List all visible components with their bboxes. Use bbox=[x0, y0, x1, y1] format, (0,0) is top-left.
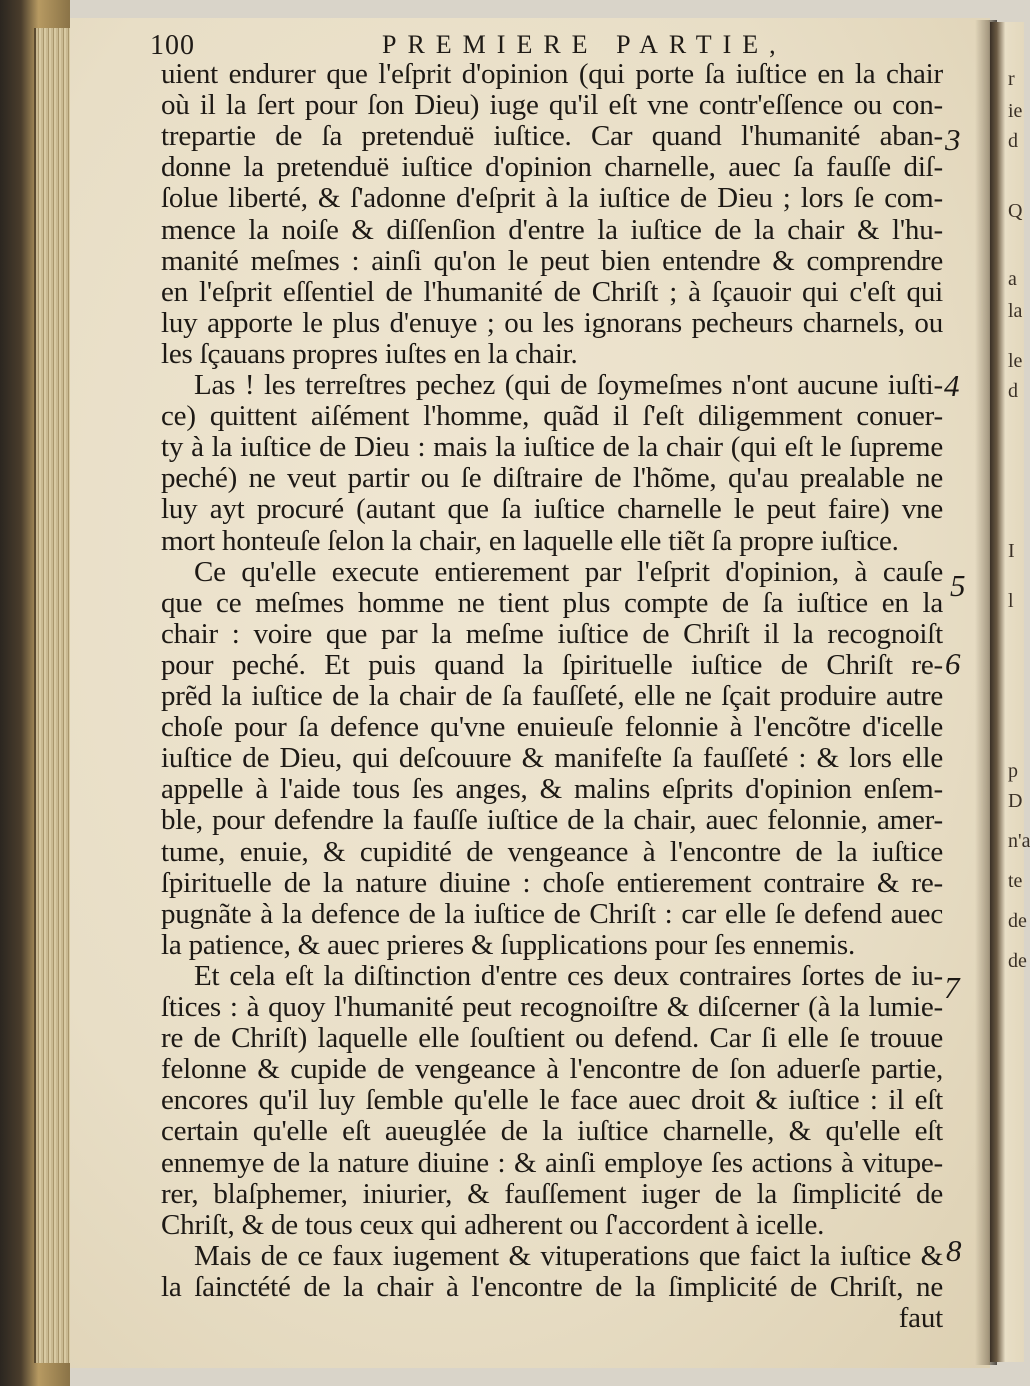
text-line: rer, blaſphemer, iniurier, & fauſſement iuger de la ſimplicité de bbox=[161, 1177, 943, 1210]
facing-page-fragment: a bbox=[1008, 268, 1017, 290]
text-line: que ce meſmes homme ne tient plus compte de ſa iuſtice en la bbox=[161, 586, 943, 619]
text-line: ſolue liberté, & ſ'adonne d'eſprit à la iuſtice de Dieu ; lors ſe com- bbox=[161, 182, 943, 215]
text-line: appelle à l'aide tous ſes anges, & malins eſprits d'opinion enſem- bbox=[161, 773, 943, 806]
text-line: chair : voire que par la meſme iuſtice de Chriſt il la recognoiſt bbox=[161, 617, 943, 650]
facing-page-edge bbox=[990, 22, 1024, 1362]
text-line: ble, pour defendre la fauſſe iuſtice de la chair, auec felonnie, amer- bbox=[161, 804, 943, 837]
facing-page-fragment: Q bbox=[1008, 200, 1023, 222]
text-line: iuſtice de Dieu, qui deſcouure & manifeſte ſa fauſſeté : & lors elle bbox=[161, 742, 943, 775]
text-line: luy apporte le plus d'enuye ; ou les ignorans pecheurs charnels, ou bbox=[161, 306, 943, 339]
text-line: manité meſmes : ainſi qu'on le peut bien entendre & comprendre bbox=[161, 244, 943, 277]
text-line: trepartie de ſa pretenduë iuſtice. Car quand l'humanité aban- bbox=[161, 120, 943, 153]
text-line: tume, enuie, & cupidité de vengeance à l'encontre de la iuſtice bbox=[161, 835, 943, 868]
facing-page-fragment: de bbox=[1008, 910, 1027, 932]
facing-page-fragment: n'a bbox=[1008, 830, 1030, 852]
text-line: Mais de ce faux iugement & vituperations que faict la iuſtice & bbox=[194, 1239, 943, 1272]
facing-page-fragment: la bbox=[1008, 300, 1023, 322]
text-line: faut bbox=[898, 1302, 943, 1334]
facing-page-fragment: d bbox=[1008, 130, 1018, 152]
text-line: pugnãte à la defence de la iuſtice de Chriſt : car elle ſe defend auec bbox=[161, 897, 943, 930]
text-line: ennemye de la nature diuine : & ainſi employe ſes actions à vitupe- bbox=[161, 1146, 943, 1179]
facing-page-fragment: de bbox=[1008, 950, 1027, 972]
margin-number: 8 bbox=[946, 1233, 962, 1268]
text-line: où il la ſert pour ſon Dieu) iuge qu'il eſt vne contr'eſſence ou con- bbox=[161, 89, 943, 122]
facing-page-fragment: p bbox=[1008, 760, 1018, 782]
text-line: donne la pretenduë iuſtice d'opinion charnelle, auec ſa fauſſe diſ- bbox=[161, 151, 943, 184]
text-line: pour peché. Et puis quand la ſpirituelle iuſtice de Chriſt re- bbox=[161, 648, 943, 681]
facing-page-fragment: r bbox=[1008, 68, 1015, 90]
text-line: Ce qu'elle execute entierement par l'eſprit d'opinion, à cauſe bbox=[194, 555, 943, 588]
text-line: en l'eſprit eſſentiel de l'humanité de Chriſt ; à ſçauoir qui c'eſt qui bbox=[161, 275, 943, 308]
text-line: prẽd la iuſtice de la chair de ſa fauſſeté, elle ne ſçait produire autre bbox=[161, 680, 943, 712]
text-line: ty à la iuſtice de Dieu : mais la iuſtice de la chair (qui eſt le ſupreme bbox=[161, 431, 943, 464]
facing-page-fragment: I bbox=[1008, 540, 1015, 562]
facing-page-fragment: D bbox=[1008, 790, 1023, 812]
text-line: Chriſt, & de tous ceux qui adherent ou ſ'accordent à icelle. bbox=[161, 1208, 825, 1241]
text-line: Las ! les terreſtres pechez (qui de ſoymeſmes n'ont aucune iuſti- bbox=[194, 369, 943, 401]
facing-page-fragment: l bbox=[1008, 590, 1014, 612]
margin-number: 4 bbox=[944, 368, 960, 403]
facing-page-fragment: te bbox=[1008, 870, 1023, 892]
text-line: mence la noiſe & diſſenſion d'entre la iuſtice de la chair & l'hu- bbox=[161, 213, 943, 246]
text-line: luy ayt procuré (autant que ſa iuſtice charnelle le peut faire) vne bbox=[161, 493, 943, 526]
text-line: felonne & cupide de vengeance à l'encontre de ſon aduerſe partie, bbox=[161, 1053, 943, 1086]
facing-page-fragment: d bbox=[1008, 380, 1018, 402]
text-line: ce) quittent aiſément l'homme, quãd il ſ'eſt diligemment conuer- bbox=[161, 400, 943, 433]
text-line: Et cela eſt la diſtinction d'entre ces deux contraires ſortes de iu- bbox=[194, 959, 943, 992]
text-line: certain qu'elle eſt aueuglée de la iuſtice charnelle, & qu'elle eſt bbox=[161, 1115, 943, 1148]
text-line: choſe pour ſa defence qu'vne enuieuſe felonnie à l'encõtre d'icelle bbox=[161, 711, 943, 744]
text-line: peché) ne veut partir ou ſe diſtraire de l'hõme, qu'au prealable ne bbox=[161, 462, 943, 495]
running-title: PREMIERE PARTIE, bbox=[382, 30, 787, 59]
margin-number: 6 bbox=[945, 646, 961, 681]
text-line: encores qu'il luy ſemble qu'elle le face auec droit & iuſtice : il eſt bbox=[161, 1084, 943, 1117]
margin-number: 5 bbox=[950, 568, 966, 603]
facing-page-fragment: ie bbox=[1008, 100, 1023, 122]
text-line: les ſçauans propres iuſtes en la chair. bbox=[161, 337, 578, 370]
text-line: uient endurer que l'eſprit d'opinion (qui porte ſa iuſtice en la chair bbox=[161, 58, 943, 90]
margin-number: 3 bbox=[945, 122, 961, 157]
text-line: re de Chriſt) laquelle elle ſouſtient ou defend. Car ſi elle ſe trouue bbox=[161, 1022, 943, 1055]
text-line: la patience, & auec prieres & ſupplications pour ſes ennemis. bbox=[161, 928, 856, 961]
text-line: ſtices : à quoy l'humanité peut recognoiſtre & diſcerner (à la lumie- bbox=[161, 991, 943, 1023]
facing-page-fragment: le bbox=[1008, 350, 1023, 372]
text-line: ſpirituelle de la nature diuine : choſe entierement contraire & re- bbox=[161, 866, 943, 899]
text-line: mort honteuſe ſelon la chair, en laquelle elle tiẽt ſa propre iuſtice. bbox=[161, 524, 899, 557]
margin-number: 7 bbox=[944, 970, 960, 1005]
text-line: la ſainctété de la chair à l'encontre de la ſimplicité de Chriſt, ne bbox=[161, 1270, 943, 1303]
page-number: 100 bbox=[150, 30, 195, 61]
